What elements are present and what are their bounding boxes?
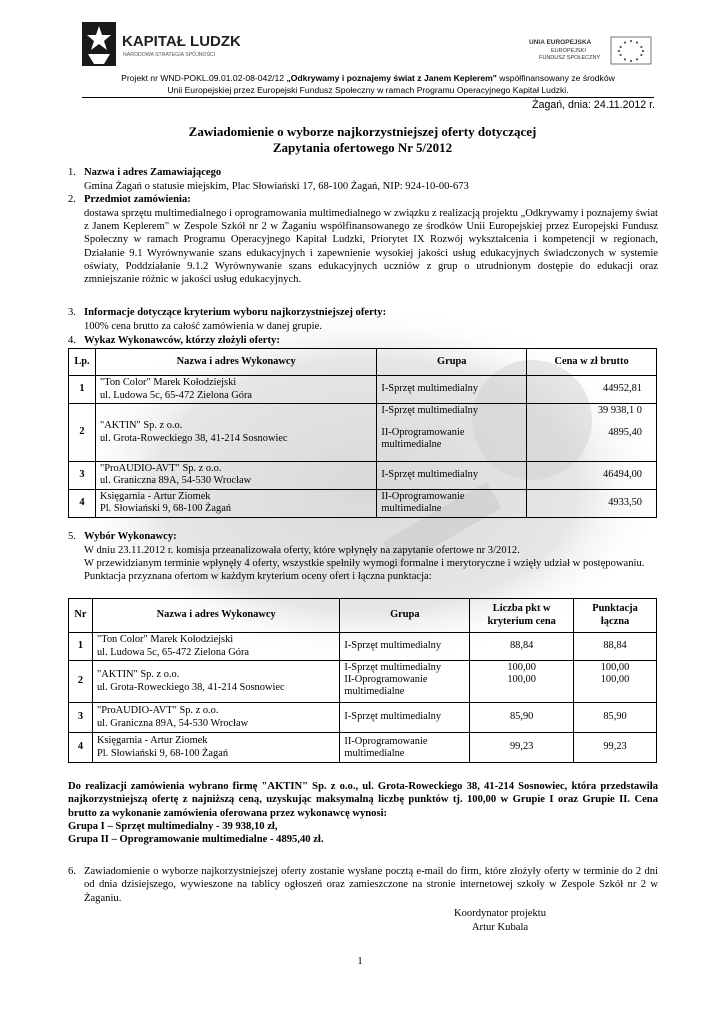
offers-table — [68, 348, 657, 518]
title-line-1: Zawiadomienie o wyborze najkorzystniejszej oferty dotyczącej — [188, 124, 537, 139]
section-5-heading: Wybór Wykonawcy: — [84, 531, 177, 542]
contractor-name: "Ton Color" Marek Kołodziejski — [99, 377, 237, 389]
row-nr: 4 — [69, 733, 93, 763]
offers-table-header — [69, 349, 657, 376]
section-6-number: 6. — [68, 866, 76, 877]
row-price: 44952,81 — [527, 376, 657, 404]
row-points: 88,84 — [470, 633, 574, 661]
project-line2: Unii Europejskiej przez Europejski Fundusz Społeczny w ramach Programu Operacyjnego Kapitał Ludzki. — [167, 85, 569, 95]
table-row — [69, 633, 657, 661]
section-5-line3: Punktacja przyznana ofertom w każdym kryterium oceny ofert i łączna punktacja: — [84, 571, 432, 583]
contractor-address: Pl. Słowiański 9, 68-100 Żagań — [99, 503, 232, 515]
eu-logo-line2: EUROPEJSKI — [551, 48, 586, 54]
row-nr: 3 — [69, 703, 93, 733]
total-a: 100,00 — [600, 662, 630, 673]
section-3 — [68, 306, 658, 334]
row-lp: 2 — [69, 404, 96, 462]
table-row — [69, 733, 657, 763]
group-a: I-Sprzęt multimedialny — [344, 662, 442, 673]
price-2: 4895,40 — [608, 427, 642, 439]
section-3-number: 3. — [68, 307, 76, 318]
signature-role: Koordynator projektu — [453, 908, 547, 919]
row-contractor — [92, 661, 339, 703]
row-points: 85,90 — [470, 703, 574, 733]
points-a: 100,00 — [507, 662, 536, 673]
points-b: 100,00 — [507, 674, 536, 686]
section-5 — [68, 530, 658, 600]
project-suffix: współfinansowany ze środków — [496, 73, 615, 83]
header-points: Liczba pkt w kryterium cena — [470, 599, 574, 633]
row-contractor — [92, 633, 339, 661]
header-nr: Nr — [69, 599, 93, 633]
row-group — [340, 661, 470, 703]
conclusion-group-1: Grupa I – Sprzęt multimedialny - 39 938,10 zł, — [68, 820, 278, 832]
row-contractor — [92, 703, 339, 733]
section-5-body — [84, 544, 658, 584]
section-3-body: 100% cena brutto za całość zamówienia w danej grupie. — [84, 321, 322, 332]
section-5-line2: W przewidzianym terminie wpłynęły 4 oferty, wszystkie spełniły wymogi formalne i merytoryczne i wzięły udział w postępowaniu. — [84, 558, 645, 570]
section-2-heading: Przedmiot zamówienia: — [84, 194, 191, 205]
contractor-name: Księgarnia - Artur Ziomek — [96, 735, 208, 747]
document-title — [70, 124, 655, 156]
contractor-address: ul. Ludowa 5c, 65-472 Zielona Góra — [99, 389, 253, 401]
contractor-name: "ProAUDIO-AVT" Sp. z o.o. — [99, 463, 222, 474]
eu-logo-line3: FUNDUSZ SPOŁECZNY — [539, 55, 601, 61]
row-contractor — [92, 733, 339, 763]
contractor-name: "AKTIN" Sp. z o.o. — [99, 420, 183, 432]
header-divider — [82, 97, 654, 98]
section-1-body: Gmina Żagań o statusie miejskim, Plac Słowiański 17, 68-100 Żagań, NIP: 924-10-00-673 — [84, 181, 469, 192]
kapital-ludzki-logo — [80, 20, 240, 68]
conclusion-group-2: Grupa II – Oprogramowanie multimedialne - 4895,40 zł. — [68, 834, 324, 846]
contractor-address: ul. Grota-Roweckiego 38, 41-214 Sosnowiec — [99, 432, 288, 444]
scoring-table — [68, 598, 657, 763]
header-group: Grupa — [340, 599, 470, 633]
row-total — [574, 661, 657, 703]
row-group: I-Sprzęt multimedialny — [340, 633, 470, 661]
row-total: 99,23 — [574, 733, 657, 763]
page-number: 1 — [357, 956, 363, 967]
header-group: Grupa — [377, 349, 527, 376]
contractor-name: Księgarnia - Artur Ziomek — [99, 490, 211, 502]
contractor-address: ul. Ludowa 5c, 65-472 Zielona Góra — [96, 646, 250, 658]
header-lp: Lp. — [69, 349, 96, 376]
row-nr: 1 — [69, 633, 93, 661]
section-6-body: Zawiadomienie o wyborze najkorzystniejszej oferty zostanie wysłane pocztą e-mail do firm, które złożyły oferty w terminie do 2 dni od dnia dzisiejszego, wywieszone na tablicy ogłoszeń oraz zamieszczone na stronie internetowej szkoły w Zespole Szkół nr 2 w Żaganiu. — [84, 866, 658, 904]
contractor-address: ul. Graniczna 89A, 54-530 Wrocław — [96, 717, 249, 729]
section-4-number: 4. — [68, 335, 76, 346]
row-contractor — [95, 489, 376, 517]
row-points — [470, 661, 574, 703]
row-group — [377, 404, 527, 462]
project-title: „Odkrywamy i poznajemy świat z Janem Keplerem" — [286, 73, 497, 83]
logo-left-name: KAPITAŁ LUDZKI — [122, 33, 240, 50]
section-1 — [68, 166, 658, 196]
award-conclusion — [68, 780, 658, 846]
group-1: I-Sprzęt multimedialny — [381, 405, 479, 416]
section-1-heading: Nazwa i adres Zamawiającego — [84, 167, 222, 178]
row-contractor — [95, 462, 376, 490]
section-4 — [68, 334, 658, 348]
section-2-number: 2. — [68, 194, 76, 205]
row-price — [527, 404, 657, 462]
project-prefix: Projekt nr WND-POKL.09.01.02-08-042/12 — [121, 73, 287, 83]
group-b: II-Oprogramowanie multimedialne — [344, 674, 428, 697]
row-group: I-Sprzęt multimedialny — [340, 703, 470, 733]
row-contractor — [95, 376, 376, 404]
header-name: Nazwa i adres Wykonawcy — [92, 599, 339, 633]
section-4-heading: Wykaz Wykonawców, którzy złożyli oferty: — [84, 335, 280, 346]
row-lp: 1 — [69, 376, 96, 404]
row-lp: 4 — [69, 489, 96, 517]
section-5-line1: W dniu 23.11.2012 r. komisja przeanalizowała oferty, które wpłynęły na zapytanie ofertowe nr 3/2012. — [84, 545, 520, 556]
row-nr: 2 — [69, 661, 93, 703]
contractor-name: "AKTIN" Sp. z o.o. — [96, 669, 180, 681]
contractor-address: ul. Graniczna 89A, 54-530 Wrocław — [99, 475, 252, 487]
table-row — [69, 376, 657, 404]
row-contractor — [95, 404, 376, 462]
signature-name: Artur Kubala — [471, 921, 529, 933]
table-row — [69, 404, 657, 462]
conclusion-text: Do realizacji zamówienia wybrano firmę "AKTIN" Sp. z o.o., ul. Grota-Roweckiego 38, 41-214 Sosnowiec, która przedstawiła najkorzystniejszą ofertę z najniższą ceną, uzyskując maksymalną liczbę punktów tj. 100,00 w Grupie I oraz Grupie II. Cena brutto za wykonanie zamówienia oferowana przez wykonawcę wynosi: — [68, 781, 658, 819]
section-3-heading: Informacje dotyczące kryterium wyboru najkorzystniejszej oferty: — [84, 307, 387, 318]
table-row — [69, 661, 657, 703]
row-group: II-Oprogramowanie multimedialne — [377, 489, 527, 517]
eu-logo — [527, 36, 657, 66]
row-total: 85,90 — [574, 703, 657, 733]
section-2-body: dostawa sprzętu multimedialnego i oprogramowania multimedialnego w związku z realizacją projektu „Odkrywamy i poznajemy świat z Janem Keplerem" w Zespole Szkół nr 2 w Żaganiu współfinansowanego ze środków Unii Europejskiej przez Europejski Fundusz Społeczny w ramach Programu Operacyjnego Kapitał Ludzki, Priorytet IX Rozwój wykształcenia i kompetencji w regionach, Działanie 9.1 Wyrównywanie szans edukacyjnych i zapewnienie wysokiej jakości usług edukacyjnych świadczonych w systemie oświaty, Poddziałanie 9.1.2 Wyrównywanie szans edukacyjnych uczniów z grup o utrudnionym dostępie do edukacji oraz zmniejszanie różnic w jakości usług edukacyjnych. — [84, 208, 658, 286]
header-price: Cena w zł brutto — [527, 349, 657, 376]
row-total: 88,84 — [574, 633, 657, 661]
price-1: 39 938,1 0 — [597, 405, 642, 416]
row-group: I-Sprzęt multimedialny — [377, 462, 527, 490]
group-2: II-Oprogramowanie multimedialne — [381, 427, 465, 451]
section-1-number: 1. — [68, 167, 76, 178]
contractor-address: Pl. Słowiański 9, 68-100 Żagań — [96, 747, 229, 759]
contractor-name: "Ton Color" Marek Kołodziejski — [96, 634, 234, 646]
table-row — [69, 703, 657, 733]
row-group: II-Oprogramowanie multimedialne — [340, 733, 470, 763]
row-points: 99,23 — [470, 733, 574, 763]
section-5-number: 5. — [68, 531, 76, 542]
section-2 — [68, 193, 658, 308]
row-group: I-Sprzęt multimedialny — [377, 376, 527, 404]
header-total: Punktacja łączna — [574, 599, 657, 633]
row-price: 4933,50 — [527, 489, 657, 517]
table-row — [69, 489, 657, 517]
contractor-name: "ProAUDIO-AVT" Sp. z o.o. — [96, 705, 219, 717]
table-row — [69, 462, 657, 490]
project-info — [82, 72, 654, 96]
row-price: 46494,00 — [527, 462, 657, 490]
total-b: 100,00 — [600, 674, 630, 686]
signature-block — [400, 907, 600, 934]
row-lp: 3 — [69, 462, 96, 490]
scoring-table-header — [69, 599, 657, 633]
logo-left-tagline: NARODOWA STRATEGIA SPÓJNOŚCI — [123, 52, 216, 58]
header-name: Nazwa i adres Wykonawcy — [95, 349, 376, 376]
place-date: Żagań, dnia: 24.11.2012 r. — [532, 99, 655, 111]
contractor-address: ul. Grota-Roweckiego 38, 41-214 Sosnowiec — [96, 681, 285, 693]
title-line-2: Zapytania ofertowego Nr 5/2012 — [272, 140, 453, 155]
eu-logo-line1: UNIA EUROPEJSKA — [529, 39, 592, 46]
